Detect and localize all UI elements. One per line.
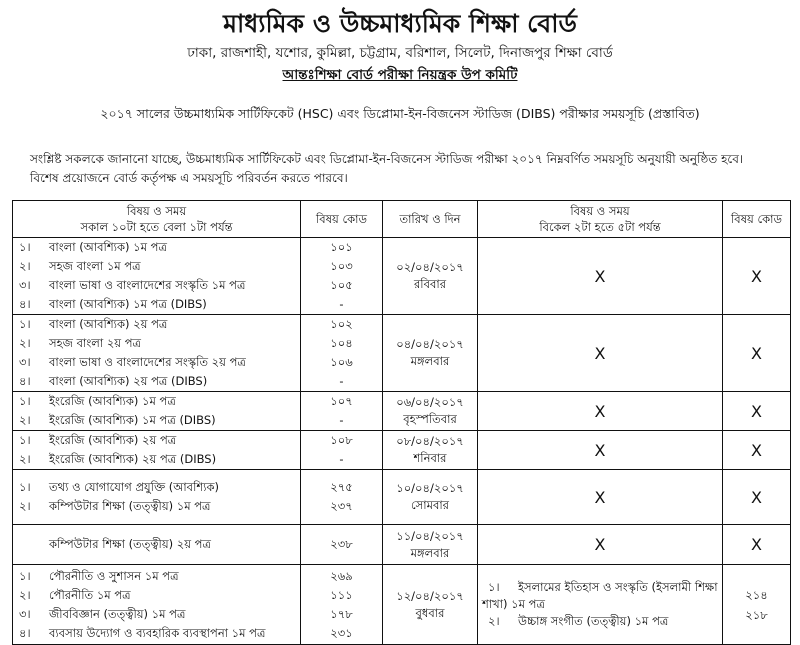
subject-name: জীববিজ্ঞান (তত্ত্বীয়) ১ম পত্র: [49, 606, 186, 621]
subject-name: ব্যবসায় উদ্যোগ ও ব্যবহারিক ব্যবস্থাপনা ১ম পত্র: [49, 625, 266, 640]
subject-codes: [301, 392, 383, 431]
afternoon-subject: X: [478, 470, 723, 525]
table-row: [13, 315, 791, 392]
subject-number: ১।: [19, 568, 31, 583]
subject-codes: [301, 315, 383, 392]
subject-name: সহজ বাংলা ১ম পত্র: [49, 259, 141, 273]
subject-line: [13, 624, 300, 643]
afternoon-code: X: [723, 470, 791, 525]
morning-subjects: [13, 392, 301, 431]
subject-name: বাংলা (আবশ্যিক) ২য় পত্র (DIBS): [49, 374, 208, 388]
subject-number: ১।: [19, 394, 31, 408]
afternoon-subject: X: [478, 392, 723, 431]
subject-line: [13, 605, 300, 624]
subject-name: উচ্চাঙ্গ সংগীত (তত্ত্বীয়) ১ম পত্র: [518, 614, 669, 628]
page-title: মাধ্যমিক ও উচ্চমাধ্যমিক শিক্ষা বোর্ড: [223, 9, 577, 38]
subject-number: ৩।: [19, 606, 31, 621]
afternoon-subject: X: [478, 238, 723, 315]
table-row: [13, 565, 791, 645]
afternoon-code: X: [723, 392, 791, 431]
date-value: ০৪/০৪/২০১৭: [396, 337, 464, 351]
afternoon-code: X: [723, 431, 791, 470]
col-afternoon: [478, 201, 723, 238]
subject-name: তথ্য ও যোগাযোগ প্রযুক্তি (আবশ্যিক): [49, 480, 220, 494]
date-value: ০৮/০৪/২০১৭: [396, 434, 464, 448]
col-afternoon-l2: বিকেল ২টা হতে ৫টা পর্যন্ত: [539, 220, 661, 234]
afternoon-code: X: [723, 525, 791, 565]
col-morning: [13, 201, 301, 238]
subject-name: কম্পিউটার শিক্ষা (তত্ত্বীয়) ১ম পত্র: [49, 499, 211, 513]
subject-code: ১০১: [330, 240, 353, 254]
morning-subjects: [13, 238, 301, 315]
schedule-table: [12, 200, 791, 645]
exam-date: [383, 431, 478, 470]
subject-line: [13, 497, 300, 516]
subject-name: ইংরেজি (আবশ্যিক) ২য় পত্র (DIBS): [49, 452, 217, 466]
date-value: ০২/০৪/২০১৭: [396, 260, 464, 274]
subject-line: [13, 450, 300, 469]
subject-name: ইংরেজি (আবশ্যিক) ১ম পত্র: [49, 394, 176, 408]
table-row: [13, 431, 791, 470]
notice-title: ২০১৭ সালের উচ্চমাধ্যমিক সার্টিফিকেট (HSC) এবং ডিপ্লোমা-ইন-বিজনেস স্টাডিজ (DIBS) পরীক্ষার সময়সূচি (প্রস্তাবিত): [100, 106, 700, 121]
subject-line: [13, 353, 300, 372]
subject-code: -: [339, 413, 344, 427]
subject-number: ২।: [19, 452, 31, 466]
subject-line: [13, 431, 300, 450]
col-morning-l1: বিষয় ও সময়: [126, 204, 187, 218]
subject-line: [13, 295, 300, 314]
subject-number: ১।: [19, 433, 31, 447]
subject-number: ২।: [488, 614, 500, 628]
exam-date: [383, 565, 478, 645]
subject-name: কম্পিউটার শিক্ষা (তত্ত্বীয়) ২য় পত্র: [49, 537, 211, 551]
subject-number: ১।: [19, 480, 31, 494]
col-afternoon-l1: বিষয় ও সময়: [570, 204, 630, 218]
col-date: তারিখ ও দিন: [383, 201, 478, 238]
subject-code: ২৭৫: [330, 480, 353, 494]
day-value: রবিবার: [413, 277, 447, 291]
subject-line: [13, 257, 300, 276]
subject-number: ১।: [488, 580, 500, 594]
subject-line: [13, 567, 300, 586]
col-code2: বিষয় কোড: [723, 201, 791, 238]
table-row: [13, 238, 791, 315]
table-header-row: [13, 201, 791, 238]
afternoon-subjects: [478, 565, 723, 645]
day-value: মঙ্গলবার: [410, 545, 450, 560]
table-row: [13, 525, 791, 565]
exam-date: [383, 392, 478, 431]
exam-date: [383, 315, 478, 392]
subject-name: পৌরনীতি ১ম পত্র: [49, 587, 131, 602]
subject-codes: [301, 470, 383, 525]
subject-code: ২১৪: [745, 587, 768, 602]
subject-line: [13, 238, 300, 257]
subject-line: [13, 276, 300, 295]
committee-text: আন্তঃশিক্ষা বোর্ড পরীক্ষা নিয়ন্ত্রক উপ কমিটি: [282, 67, 518, 83]
subject-number: ৩।: [19, 278, 31, 292]
subject-name: বাংলা (আবশ্যিক) ২য় পত্র: [49, 317, 168, 331]
subject-line: [13, 334, 300, 353]
subject-code: ২১৮: [745, 607, 768, 622]
morning-subjects: [13, 315, 301, 392]
exam-date: [383, 525, 478, 565]
subject-number: ৪।: [19, 625, 31, 640]
subject-name: ইংরেজি (আবশ্যিক) ১ম পত্র (DIBS): [49, 413, 216, 427]
subject-name: বাংলা (আবশ্যিক) ১ম পত্র: [49, 240, 167, 254]
col-morning-l2: সকাল ১০টা হতে বেলা ১টা পর্যন্ত: [80, 220, 233, 234]
subject-code: ১০২: [330, 317, 353, 331]
subject-code: ১০৬: [330, 355, 353, 369]
date-value: ১০/০৪/২০১৭: [396, 481, 464, 495]
date-value: ০৬/০৪/২০১৭: [396, 395, 464, 409]
subject-number: ১।: [19, 240, 31, 254]
day-value: শনিবার: [413, 451, 447, 465]
subject-line: [13, 535, 300, 554]
subject-code: ২৩৭: [330, 499, 353, 513]
day-value: মঙ্গলবার: [410, 354, 450, 368]
subject-number: ৪।: [19, 374, 31, 388]
subject-name: ইংরেজি (আবশ্যিক) ২য় পত্র: [49, 433, 177, 447]
schedule-body: [13, 238, 791, 645]
subject-code: ২৩১: [330, 625, 353, 640]
afternoon-code: X: [723, 238, 791, 315]
boards-line: ঢাকা, রাজশাহী, যশোর, কুমিল্লা, চট্টগ্রাম, বরিশাল, সিলেট, দিনাজপুর শিক্ষা বোর্ড: [187, 45, 613, 61]
subject-codes: [301, 431, 383, 470]
morning-subjects: [13, 565, 301, 645]
afternoon-subject: X: [478, 431, 723, 470]
subject-code: ১০৮: [330, 433, 353, 447]
subject-line: [13, 586, 300, 605]
subject-number: ২।: [19, 413, 31, 427]
subject-line: [13, 315, 300, 334]
subject-codes: [301, 565, 383, 645]
subject-name: বাংলা (আবশ্যিক) ১ম পত্র (DIBS): [49, 297, 207, 311]
morning-subjects: [13, 525, 301, 565]
day-value: সোমবার: [410, 498, 450, 512]
afternoon-code: X: [723, 315, 791, 392]
subject-name: সহজ বাংলা ২য় পত্র: [49, 336, 141, 350]
exam-date: [383, 238, 478, 315]
col-code: বিষয় কোড: [301, 201, 383, 238]
subject-code: -: [339, 297, 344, 311]
subject-number: ২।: [19, 499, 31, 513]
subject-code: ১০৪: [330, 336, 353, 350]
afternoon-codes: [723, 565, 791, 645]
subject-code: ১৭৮: [330, 606, 353, 621]
morning-subjects: [13, 470, 301, 525]
subject-code: ১০৭: [330, 394, 353, 408]
subject-line: [13, 372, 300, 391]
subject-line: [13, 411, 300, 430]
subject-code: ২৩৮: [330, 537, 353, 551]
subject-number: ২।: [19, 259, 31, 273]
intro-text: সংশ্লিষ্ট সকলকে জানানো যাচ্ছে, উচ্চমাধ্যমিক সার্টিফিকেট এবং ডিপ্লোমা-ইন-বিজনেস স্টাডিজ পরীক্ষা ২০১৭ নিম্নবর্ণিত সময়সূচি অনুযায়ী অনুষ্ঠিত হবে। বিশেষ প্রয়োজনে বোর্ড কর্তৃপক্ষ এ সময়সূচি পরিবর্তন করতে পারবে।: [30, 152, 744, 185]
subject-line: [13, 392, 300, 411]
subject-code: ১০৩: [330, 259, 353, 273]
morning-subjects: [13, 431, 301, 470]
afternoon-subject: X: [478, 315, 723, 392]
subject-code: ২৬৯: [330, 568, 353, 583]
day-value: বুধবার: [415, 605, 445, 620]
subject-number: ২।: [19, 587, 31, 602]
subject-number: ২।: [19, 336, 31, 350]
subject-number: ৪।: [19, 297, 31, 311]
subject-code: -: [339, 452, 344, 466]
afternoon-subject: X: [478, 525, 723, 565]
committee-line: [0, 64, 800, 87]
subject-code: ১০৫: [330, 278, 353, 292]
subject-code: ১১১: [330, 587, 353, 602]
subject-name: পৌরনীতি ও সুশাসন ১ম পত্র: [49, 568, 179, 583]
subject-line: [13, 478, 300, 497]
date-value: ১২/০৪/২০১৭: [396, 588, 464, 603]
subject-line: [478, 579, 722, 613]
subject-codes: [301, 238, 383, 315]
subject-number: ১।: [19, 317, 31, 331]
subject-name: বাংলা ভাষা ও বাংলাদেশের সংস্কৃতি ১ম পত্র: [49, 278, 246, 292]
subject-name: ইসলামের ইতিহাস ও সংস্কৃতি (ইসলামী শিক্ষা শাখা) ১ম পত্র: [482, 580, 718, 611]
subject-name: বাংলা ভাষা ও বাংলাদেশের সংস্কৃতি ২য় পত্র: [49, 355, 246, 369]
subject-code: -: [339, 374, 344, 388]
table-row: [13, 392, 791, 431]
day-value: বৃহস্পতিবার: [403, 412, 457, 426]
subject-codes: [301, 525, 383, 565]
exam-date: [383, 470, 478, 525]
table-row: [13, 470, 791, 525]
date-value: ১১/০৪/২০১৭: [396, 528, 464, 543]
subject-number: ৩।: [19, 355, 31, 369]
subject-line: [478, 613, 722, 630]
